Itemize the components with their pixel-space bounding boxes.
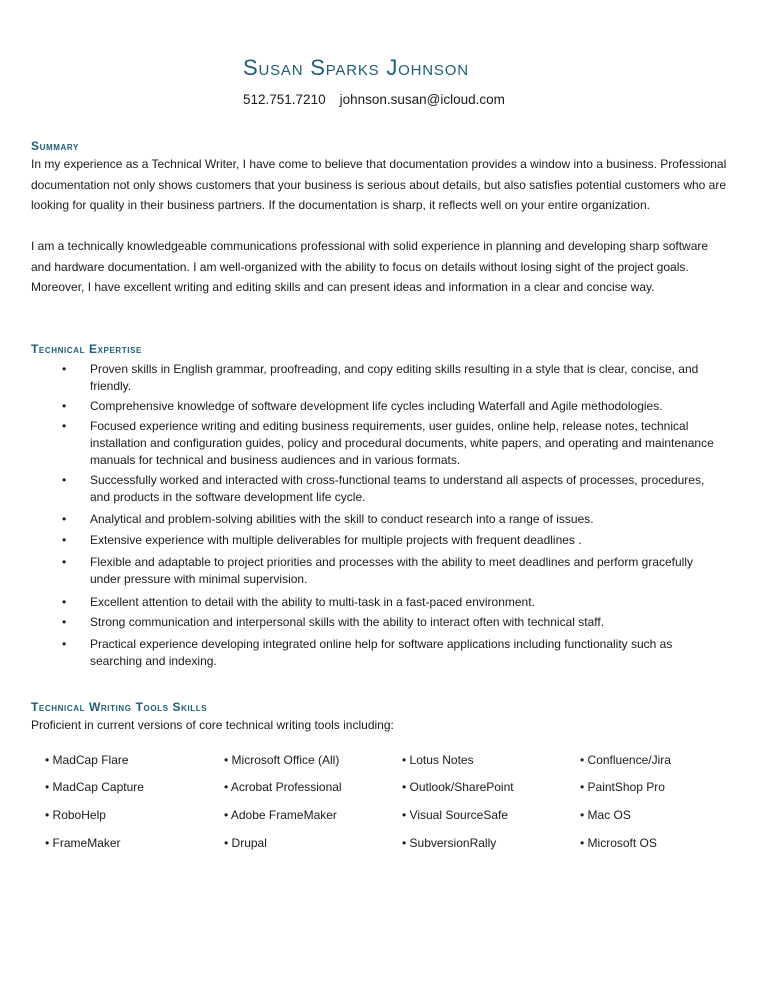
tool-item: • PaintShop Pro (580, 780, 665, 794)
expertise-heading: Technical Expertise (31, 342, 142, 356)
tools-heading: Technical Writing Tools Skills (31, 700, 208, 714)
list-item-text: Strong communication and interpersonal skills with the ability to interact often with technical staff. (90, 615, 605, 629)
contact-line (243, 92, 505, 107)
tool-item: • Confluence/Jira (580, 753, 671, 767)
bullet-marker: • (62, 399, 67, 413)
bullet-marker: • (62, 595, 67, 609)
tool-item: • Lotus Notes (402, 753, 474, 767)
list-item-text: Flexible and adaptable to project priorities and processes with the ability to meet deadlines and perform gracefully under pressure with minimal supervision. (90, 555, 693, 586)
bullet-marker: • (62, 419, 67, 433)
summary-heading: Summary (31, 139, 79, 153)
summary-paragraph-2: I am a technically knowledgeable communications professional with solid experience in planning and developing sharp software and hardware documentation. I am well-organized with the ability to focus on details without losing sight of the project goals. Moreover, I have excellent writing and editing skills and can present ideas and information in a clear and concise way. (31, 239, 709, 294)
tool-item: • MadCap Capture (45, 780, 144, 794)
list-item-text: Excellent attention to detail with the ability to multi-task in a fast-paced environment. (90, 595, 535, 609)
tool-item: • Visual SourceSafe (402, 808, 509, 822)
list-item-text: Proven skills in English grammar, proofreading, and copy editing skills resulting in a style that is clear, concise, and friendly. (90, 362, 699, 393)
tools-intro: Proficient in current versions of core technical writing tools including: (31, 718, 394, 732)
list-item-text: Analytical and problem-solving abilities with the skill to conduct research into a range of issues. (90, 512, 594, 526)
email-address: johnson.susan@icloud.com (339, 92, 505, 107)
bullet-marker: • (62, 473, 67, 487)
tool-item: • Microsoft OS (580, 836, 657, 850)
bullet-marker: • (62, 637, 67, 651)
phone-number: 512.751.7210 (243, 92, 326, 107)
summary-paragraph-1: In my experience as a Technical Writer, I have come to believe that documentation provides a window into a business. Professional documentation not only shows customers that your business is serious about details, but also satisfies potential customers who are looking for quality in their business partners. If the documentation is sharp, it reflects well on your entire organization. (31, 157, 727, 212)
tool-item: • Mac OS (580, 808, 631, 822)
bullet-marker: • (62, 533, 67, 547)
tool-item: • FrameMaker (45, 836, 121, 850)
tool-item: • Acrobat Professional (224, 780, 342, 794)
tool-item: • Microsoft Office (All) (224, 753, 340, 767)
bullet-marker: • (62, 362, 67, 376)
list-item-text: Successfully worked and interacted with cross-functional teams to understand all aspects of processes, procedures, and products in the software development life cycle. (90, 473, 705, 504)
bullet-marker: • (62, 555, 67, 569)
bullet-marker: • (62, 512, 67, 526)
list-item-text: Focused experience writing and editing business requirements, user guides, online help, release notes, technical installation and configuration guides, policy and procedural documents, white papers, and operating and maintenance manuals for technical and business audiences and in various formats. (90, 419, 714, 467)
list-item-text: Comprehensive knowledge of software development life cycles including Waterfall and Agile methodologies. (90, 399, 663, 413)
tool-item: • RoboHelp (45, 808, 106, 822)
tool-item: • Adobe FrameMaker (224, 808, 337, 822)
candidate-name: Susan Sparks Johnson (243, 55, 469, 80)
list-item-text: Practical experience developing integrated online help for software applications including functionality such as searching and indexing. (90, 637, 673, 668)
tool-item: • Outlook/SharePoint (402, 780, 514, 794)
tool-item: • Drupal (224, 836, 267, 850)
tool-item: • MadCap Flare (45, 753, 129, 767)
list-item-text: Extensive experience with multiple deliverables for multiple projects with frequent deadlines . (90, 533, 582, 547)
bullet-marker: • (62, 615, 67, 629)
tool-item: • SubversionRally (402, 836, 497, 850)
